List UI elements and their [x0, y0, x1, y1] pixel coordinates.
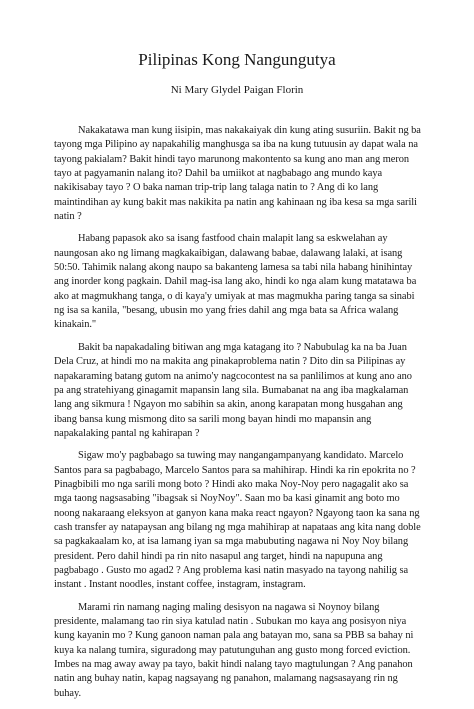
paragraph-1: Nakakatawa man kung iisipin, mas nakakaiyak din kung ating susuriin. Bakit ng ba tayong mga Pilipino ay napakahilig manghusga sa iba na kung tutuusin ay dapat wala na tayong pakialam? Bakit hindi tayo marunong makontento sa kung ano man ang meron tayo at pagyamanin nalang ito? Dahil ba umiikot at nagbabago ang mundo kaya nakikisabay tayo ? O baka naman trip-trip lang talaga natin to ? Ang di ko lang maintindihan ay kung bakit mas nakikita pa natin ang kahinaan ng iba kesa sa mga sarili natin ? — [54, 125, 421, 223]
document-author: Ni Mary Glydel Paigan Florin — [170, 84, 304, 96]
paragraph-5: Marami rin namang naging maling desisyon na nagawa si Noynoy bilang presidente, malamang tao rin siya katulad natin . Subukan mo kaya ang posisyon niya kung kayanin mo ? Kung ganoon naman pala ang batayan mo, sana sa PBB sa bahay ni kuya ka nalang tumira, siguradong may patutunguhan ang gusto mong forced eviction. Imbes na mag away away pa tayo, bakit hindi nalang tayo magtulungan ? Ang panahon natin ang buhay natin, kapag nagsayang ng panahon, malamang nagsasayang rin ng buhay. — [54, 601, 414, 699]
paragraph-3: Bakit ba napakadaling bitiwan ang mga katagang ito ? Nabubulag ka na ba Juan Dela Cruz, at hindi mo na makita ang pinakaproblema natin ? Dito din sa Pilipinas ay napakaraming batang gutom na animo'y nagcocontest na sa panlilimos at kung ano ano pa ang stratehiyang ginagamit mapansin lang sila. Bumabanat na ang iba magkalaman lang ang sikmura ! Ngayon mo sabihin sa akin, anong karapatan mong husgahan ang ibang bansa kung mismong dito sa sarili mong bayan hindi mo mapansin ang napakalaking pantal ng kahirapan ? — [54, 341, 412, 439]
document-body — [54, 124, 424, 709]
document-title: Pilipinas Kong Nangungutya — [138, 50, 336, 69]
paragraph-2: Habang papasok ako sa isang fastfood chain malapit lang sa eskwelahan ay naungosan ako ng limang magkakaibigan, dalawang babae, dalawang lalaki, at isang 50:50. Tahimik nalang akong naupo sa bakanteng lamesa sa tabi nila habang hinihintay ang inorder kong pagkain. Dahil mag-isa lang ako, hindi ko nga alam kung matatawa ba ako at magmukhang tanga, o di kaya'y umiyak at mas magmukha paring tanga sa sinabi ng isa sa kanila, "besang, ubusin mo yang fries dahil ang mga bata sa Africa walang kinakain." — [54, 233, 417, 331]
paragraph-4: Sigaw mo'y pagbabago sa tuwing may nangangampanyang kandidato. Marcelo Santos para sa pagbabago, Marcelo Santos para sa mahihirap. Hindi ka rin epokrita no ? Pinagbibili mo nga sarili mong boto ? Hindi ako maka Noy-Noy pero nagagalit ako sa mga taong nagsasabing "ibagsak si NoyNoy". Saan mo ba kasi ginamit ang boto mo noong nakaraang eleksyon at ganyon kana maka react ngayon? Ngayong taon ka sana ng cash transfer ay natapaysan ang bilang ng mga mahihirap at napataas ang kita nang doble sa pagkakaalam ko, at isa lamang iyan sa mga mabubuting nagawa ni Noy Noy bilang president. Pero dahil hindi pa rin nito nasapul ang target, hindi na napupuna ang pagbabago . Gusto mo agad2 ? Ang problema kasi natin masyado na tayong nahilig sa instant . Instant noodles, instant coffee, instagram, instagram. — [54, 450, 421, 591]
